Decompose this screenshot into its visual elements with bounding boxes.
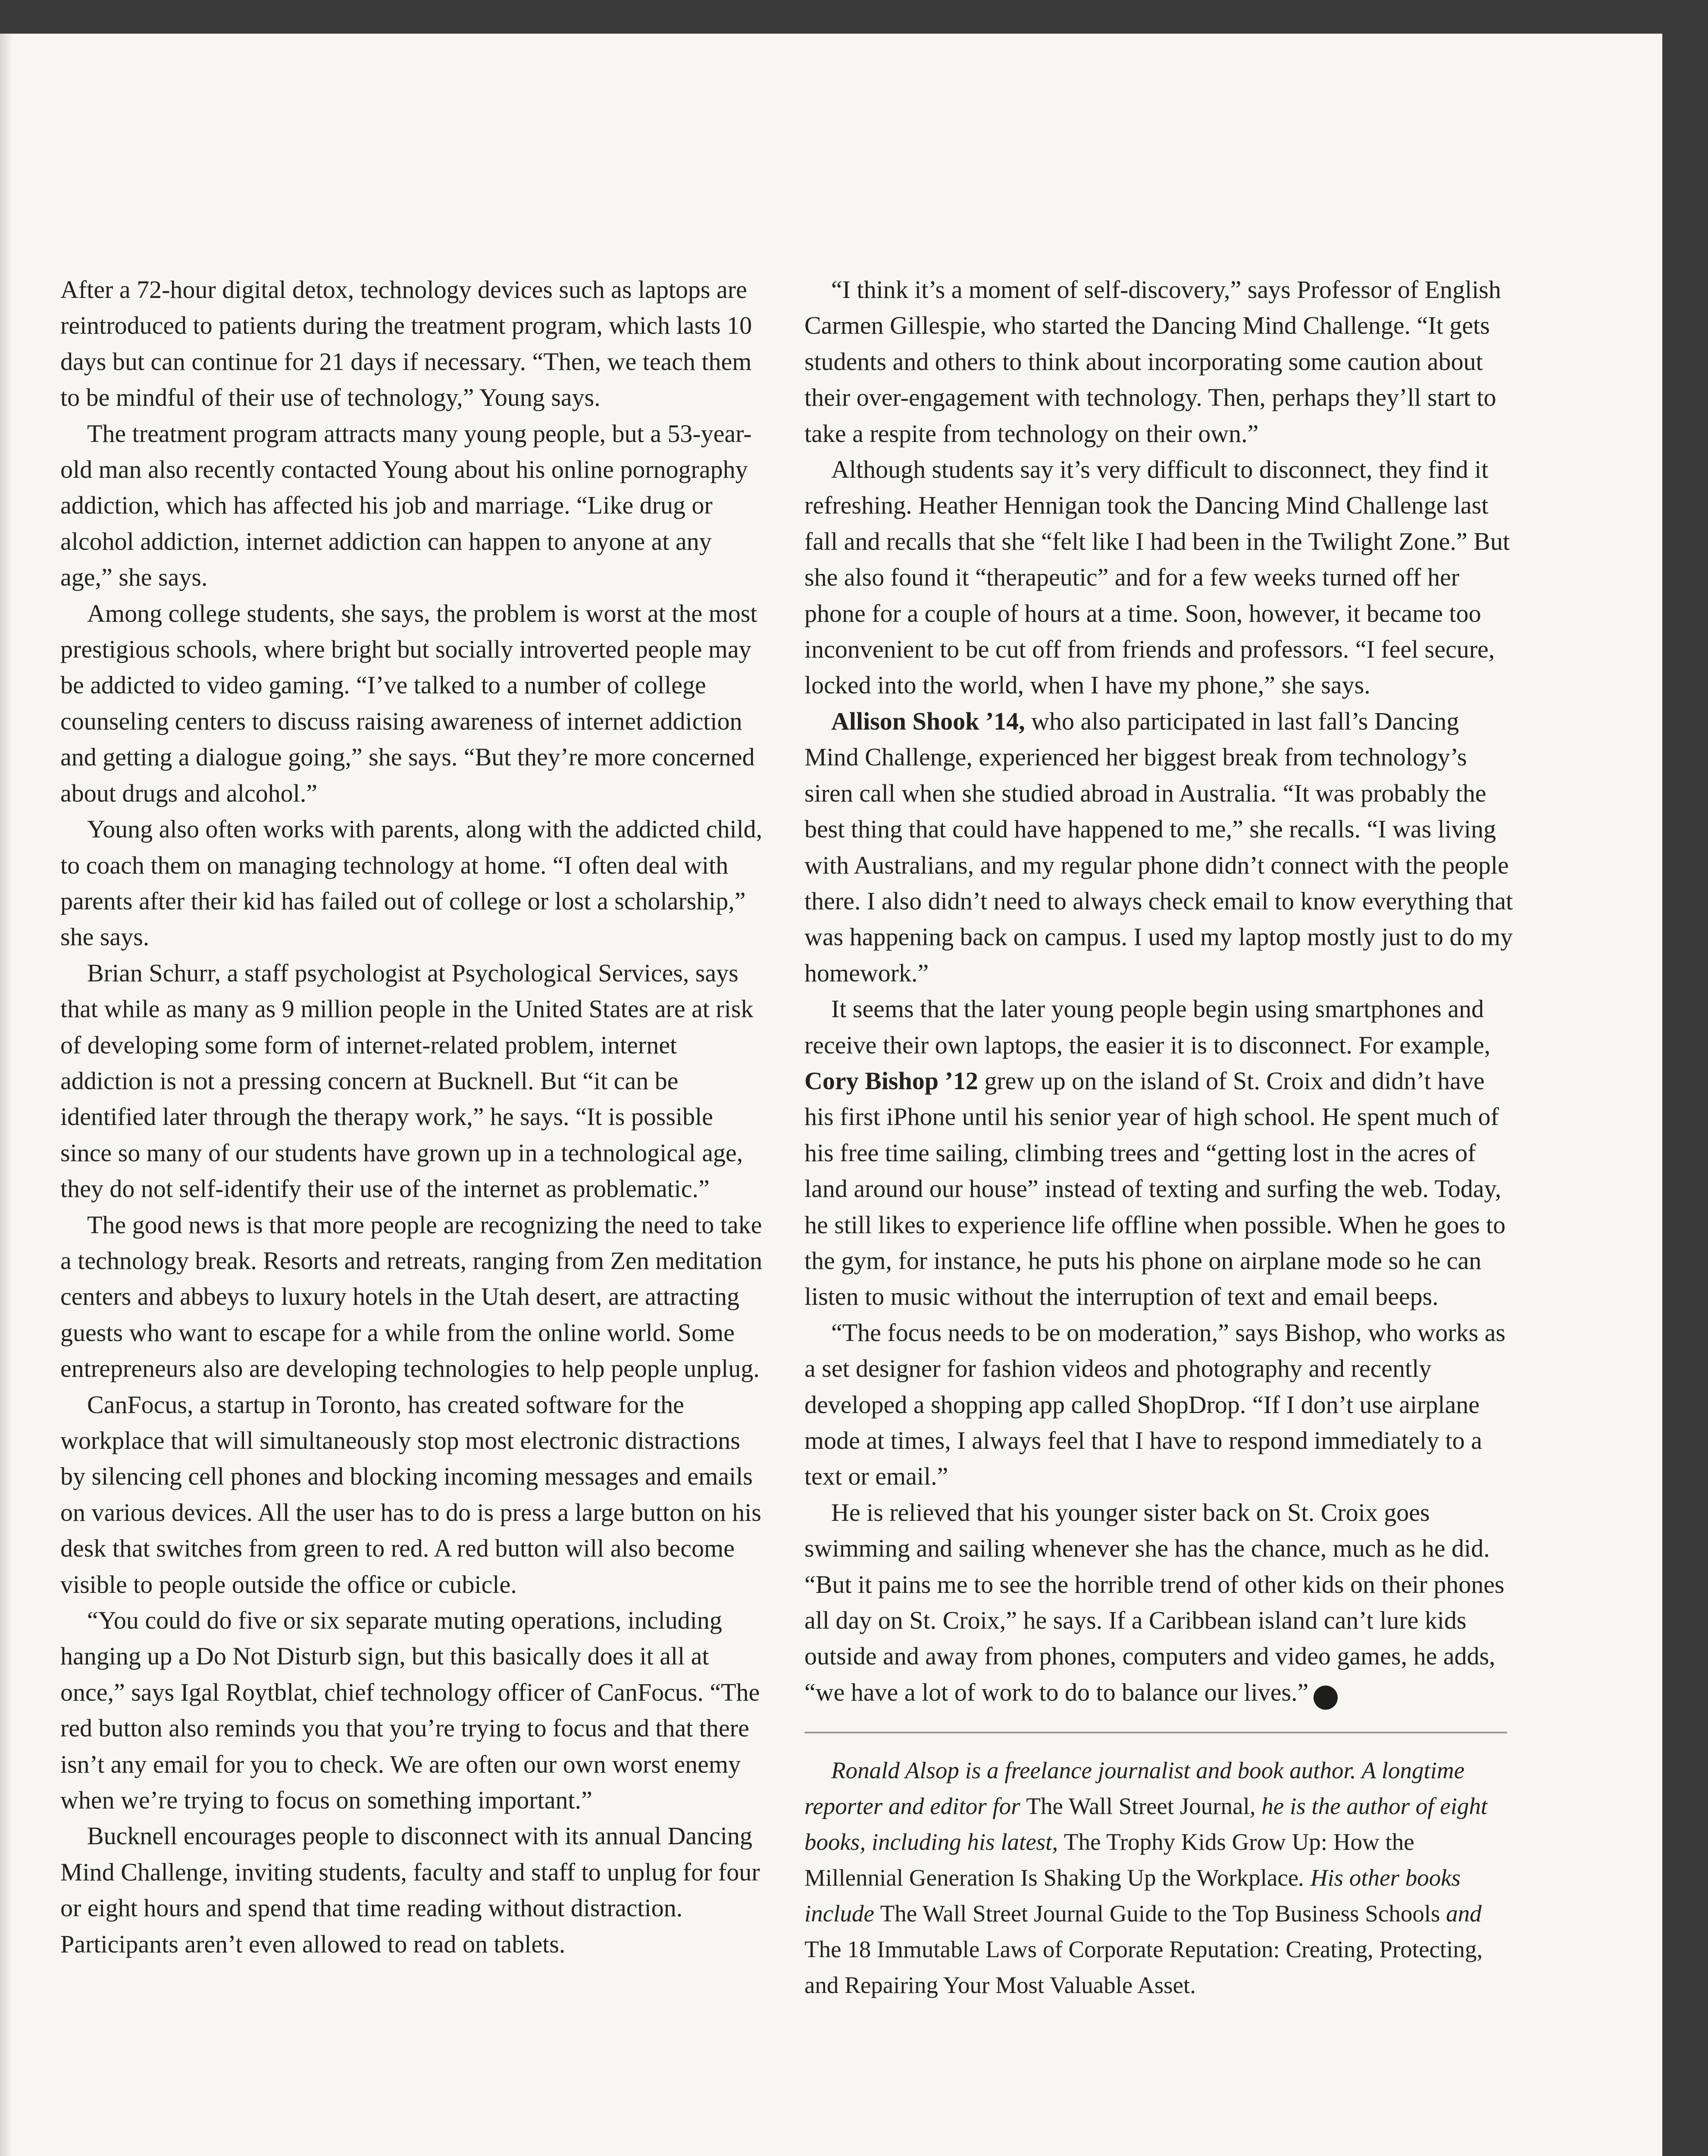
paragraph: CanFocus, a startup in Toronto, has created software for the workplace that will simultaneously stop most electronic distractions by silencing cell phones and blocking incoming messages and emails on various devices. All the user has to do is press a large button on his desk that switches from green to red. A red button will also become visible to people outside the office or cubicle. [60,1390,761,1598]
right-column [804,272,1516,2003]
paragraph: The good news is that more people are recognizing the need to take a technology break. Resorts and retreats, ranging from Zen meditation centers and abbeys to luxury hotels in the Utah desert, are attracting guests who want to escape for a while from the online world. Some entrepreneurs also are developing technologies to help people unplug. [60,1210,763,1383]
bio-text: . His other books include [804,1865,1461,1927]
paragraph: After a 72-hour digital detox, technology devices such as laptops are reintroduced to patients during the treatment program, which lasts 10 days but can continue for 21 days if necessary. “Then, we teach them to be mindful of their use of technology,” Young says. [60,276,752,412]
end-mark-icon: B [1314,1686,1338,1710]
person-name: Cory Bishop ’12 [804,1066,978,1095]
paragraph [804,703,1516,991]
magazine-page [0,34,1662,2156]
paragraph: Bucknell encourages people to disconnect with its annual Dancing Mind Challenge, inviting students, faculty and staff to unplug for four or eight hours and spend that time reading without distraction. Participants aren’t even allowed to read on tablets. [60,1822,760,1958]
paragraph: “I think it’s a moment of self-discovery,” says Professor of English Carmen Gillespie, who started the Dancing Mind Challenge. “It gets students and others to think about incorporating some caution about their over-engagement with technology. Then, perhaps they’ll start to take a respite from technology on their own.” [804,276,1501,448]
book-title: The Trophy Kids Grow Up: How the Millennial Generation Is Shaking Up the Workplace [804,1829,1414,1891]
paragraph: The treatment program attracts many young people, but a 53-year-old man also recently contacted Young about his online pornography addiction, which has affected his job and marriage. “Like drug or alcohol addiction, internet addiction can happen to anyone at any age,” she says. [60,419,752,592]
paragraph: “The focus needs to be on moderation,” says Bishop, who works as a set designer for fashion videos and photography and recently developed a shopping app called ShopDrop. “If I don’t use airplane mode at times, I always feel that I have to respond immediately to a text or email.” [804,1318,1506,1491]
paragraph-text: It seems that the later young people begin using smartphones and receive their own laptops, the easier it is to disconnect. For example, [804,995,1491,1059]
bio-text: and [1440,1900,1482,1927]
book-title: The 18 Immutable Laws of Corporate Reputation: Creating, Protecting, and Repairing Your Most Valuable Asset [804,1936,1483,1999]
paragraph: Brian Schurr, a staff psychologist at Psychological Services, says that while as many as 9 million people in the United States are at risk of developing some form of internet-related problem, internet addiction is not a pressing concern at Bucknell. But “it can be identified later through the therapy work,” he says. “It is possible since so many of our students have grown up in a technological age, they do not self-identify their use of the internet as problematic.” [60,959,754,1203]
left-column [60,272,763,1962]
paragraph [804,1495,1516,1710]
book-title: The Wall Street Journal [1026,1793,1250,1820]
paragraph-text: He is relieved that his younger sister back on St. Croix goes swimming and sailing whenever she has the chance, much as he did. “But it pains me to see the horrible trend of other kids on their phones all day on St. Croix,” he says. If a Caribbean island can’t lure kids outside and away from phones, computers and video games, he adds, “we have a lot of work to do to balance our lives.” [804,1498,1505,1706]
paragraph-text: grew up on the island of St. Croix and didn’t have his first iPhone until his senior year of high school. He spent much of his free time sailing, climbing trees and “getting lost in the acres of land around our house” instead of texting and surfing the web. Today, he still likes to experience life offline when possible. When he goes to the gym, for instance, he puts his phone on airplane mode so he can listen to music without the interruption of text and email beeps. [804,1066,1506,1311]
paragraph [804,991,1516,1315]
author-bio [804,1752,1516,2003]
bio-text: . [1190,1972,1196,1999]
bio-text: , he is the author of eight books, including his latest, [804,1793,1488,1855]
book-title: The Wall Street Journal Guide to the Top Business Schools [880,1900,1440,1927]
paragraph: Young also often works with parents, along with the addicted child, to coach them on managing technology at home. “I often deal with parents after their kid has failed out of college or lost a scholarship,” she says. [60,815,763,951]
page-edge-shadow [0,34,13,2156]
bio-text: Ronald Alsop is a freelance journalist and book author. A longtime reporter and editor for [804,1757,1465,1820]
paragraph-text: who also participated in last fall’s Dancing Mind Challenge, experienced her biggest break from technology’s siren call when she studied abroad in Australia. “It was probably the best thing that could have happened to me,” she recalls. “I was living with Australians, and my regular phone didn’t connect with the people there. I also didn’t need to always check email to know everything that was happening back on campus. I used my laptop mostly just to do my homework.” [804,707,1513,987]
divider [804,1732,1507,1733]
paragraph: Although students say it’s very difficult to disconnect, they find it refreshing. Heather Hennigan took the Dancing Mind Challenge last fall and recalls that she “felt like I had been in the Twilight Zone.” But she also found it “therapeutic” and for a few weeks turned off her phone for a couple of hours at a time. Soon, however, it became too inconvenient to be cut off from friends and professors. “I feel secure, locked into the world, when I have my phone,” she says. [804,455,1510,699]
person-name: Allison Shook ’14, [831,707,1025,735]
paragraph: “You could do five or six separate muting operations, including hanging up a Do Not Disturb sign, but this basically does it all at once,” says Igal Roytblat, chief technology officer of CanFocus. “The red button also reminds you that you’re trying to focus and that there isn’t any email for you to check. We are often our own worst enemy when we’re trying to focus on something important.” [60,1606,760,1814]
paragraph: Among college students, she says, the problem is worst at the most prestigious schools, where bright but socially introverted people may be addicted to video gaming. “I’ve talked to a number of college counseling centers to discuss raising awareness of internet addiction and getting a dialogue going,” she says. “But they’re more concerned about drugs and alcohol.” [60,599,757,807]
